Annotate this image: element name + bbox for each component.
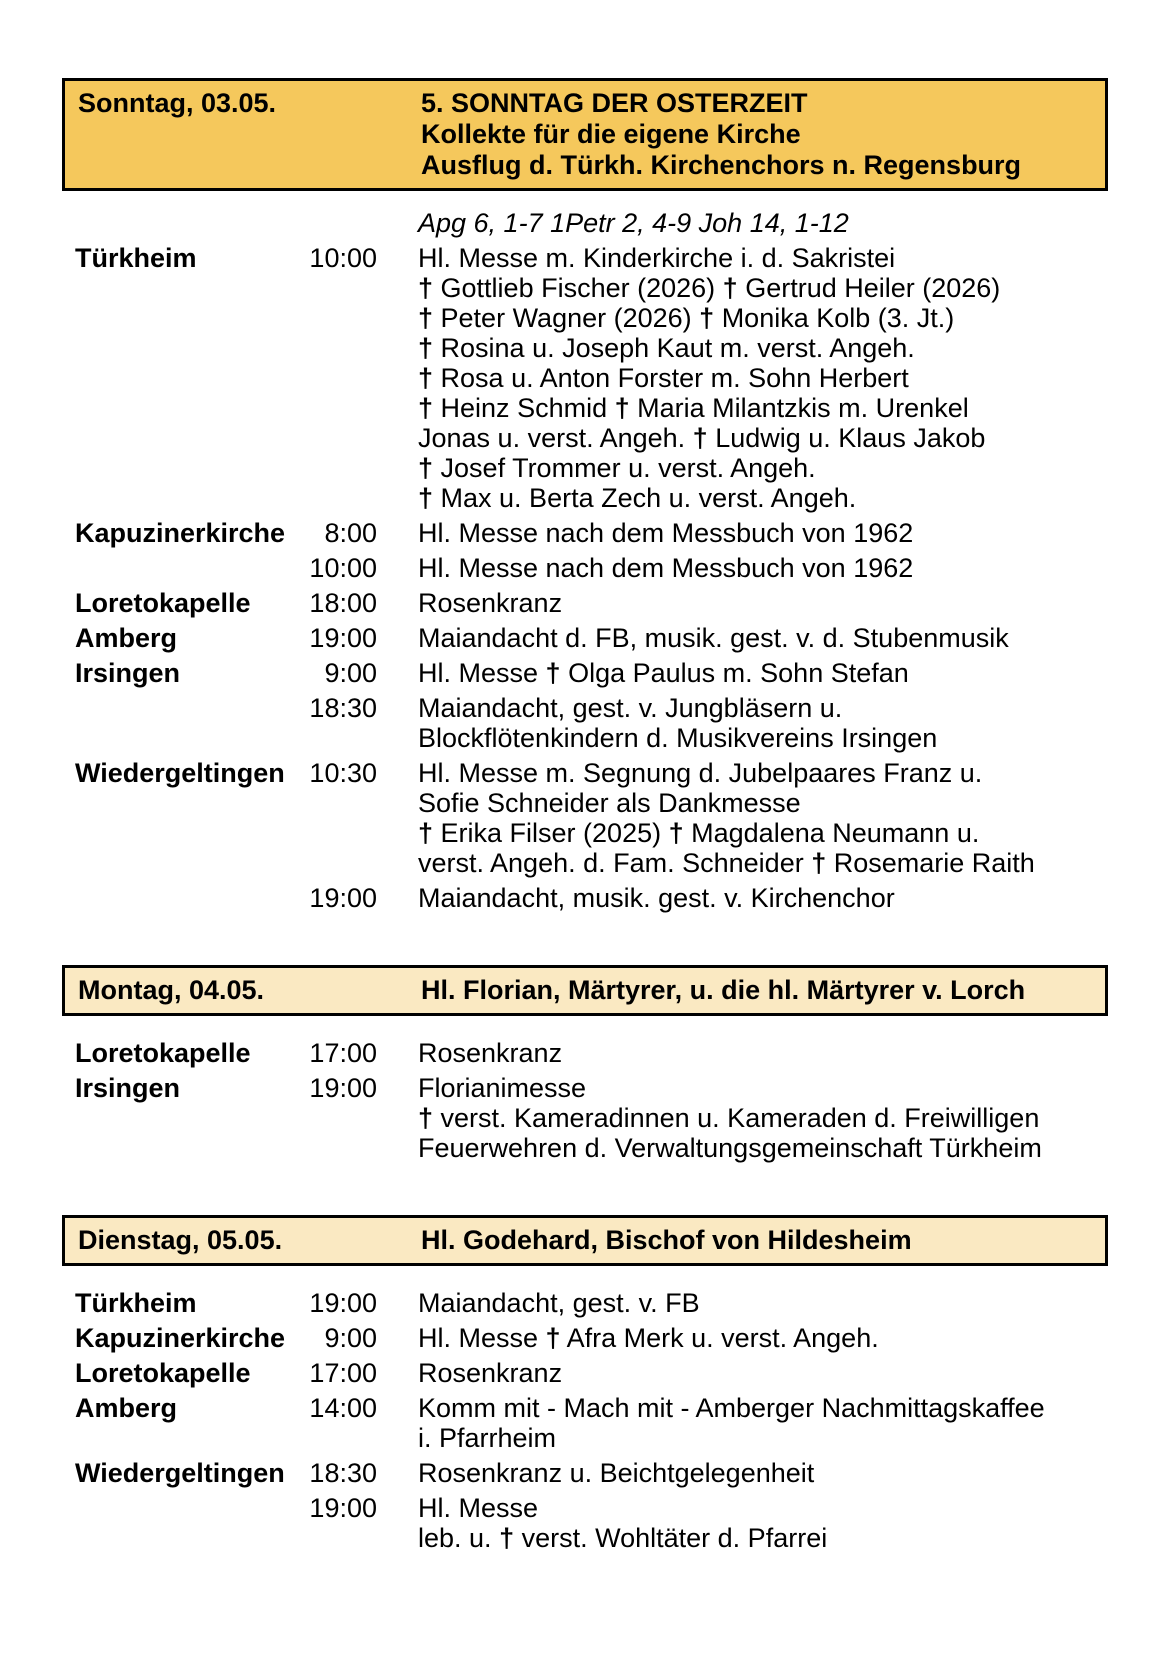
schedule-entry (62, 518, 1108, 548)
schedule-entry (62, 658, 1108, 688)
entry-description-line: † Josef Trommer u. verst. Angeh. (418, 453, 816, 483)
entry-description-line: † Peter Wagner (2026) † Monika Kolb (3. Jt.) (418, 303, 955, 333)
entry-time: 10:00 (309, 243, 377, 273)
schedule-entry (62, 1288, 1108, 1318)
day-body (62, 1266, 1108, 1605)
entry-time: 17:00 (309, 1358, 377, 1388)
day-header (62, 1215, 1108, 1266)
entry-description (418, 1073, 1108, 1163)
entry-description (418, 1358, 1108, 1388)
day-date: Sonntag, 03.05. (78, 88, 277, 118)
entry-description-line: † verst. Kameradinnen u. Kameraden d. Freiwilligen (418, 1103, 1040, 1133)
day-header (62, 78, 1108, 191)
cross-dagger-icon: † (722, 273, 738, 303)
entry-location: Loretokapelle (75, 1038, 251, 1068)
entry-description (418, 623, 1108, 653)
schedule-entry (62, 1073, 1108, 1163)
entry-time: 18:30 (309, 693, 377, 723)
entry-description-line: Maiandacht, musik. gest. v. Kirchenchor (418, 883, 895, 913)
schedule-entry (62, 1358, 1108, 1388)
entry-description-line: Maiandacht d. FB, musik. gest. v. d. Stubenmusik (418, 623, 1009, 653)
entry-description-line: Hl. Messe m. Kinderkirche i. d. Sakristei (418, 243, 896, 273)
cross-dagger-icon: † (699, 303, 715, 333)
entry-description-line: † Gottlieb Fischer (2026) † Gertrud Heiler (2026) (418, 273, 1001, 303)
entry-description-line: Rosenkranz u. Beichtgelegenheit (418, 1458, 815, 1488)
entry-time: 18:30 (309, 1458, 377, 1488)
entry-description-line: verst. Angeh. d. Fam. Schneider † Rosemarie Raith (418, 848, 1035, 878)
cross-dagger-icon: † (418, 1103, 434, 1133)
entry-description-line: † Rosa u. Anton Forster m. Sohn Herbert (418, 363, 909, 393)
cross-dagger-icon: † (418, 273, 434, 303)
entry-time: 19:00 (309, 1288, 377, 1318)
entry-location: Kapuzinerkirche (75, 1323, 286, 1353)
day-title-line: Ausflug d. Türkh. Kirchenchors n. Regensburg (421, 150, 1022, 180)
entry-description-line: i. Pfarrheim (418, 1423, 557, 1453)
entry-description-line: Hl. Messe (418, 1493, 539, 1523)
entry-time: 14:00 (309, 1393, 377, 1423)
entry-description-line: Hl. Messe † Olga Paulus m. Sohn Stefan (418, 658, 909, 688)
entry-location (75, 693, 307, 753)
entry-description-line: leb. u. † verst. Wohltäter d. Pfarrei (418, 1523, 828, 1553)
day-title-line: Hl. Florian, Märtyrer, u. die hl. Märtyrer v. Lorch (421, 975, 1026, 1005)
entry-location: Amberg (75, 623, 178, 653)
day-title (421, 88, 1095, 181)
entry-location: Loretokapelle (75, 1358, 251, 1388)
entry-time: 9:00 (324, 658, 377, 688)
day-title-line: Hl. Godehard, Bischof von Hildesheim (421, 1225, 912, 1255)
cross-dagger-icon: † (418, 483, 434, 513)
schedule-entry (62, 623, 1108, 653)
entry-description-line: † Max u. Berta Zech u. verst. Angeh. (418, 483, 857, 513)
entry-description-line: Sofie Schneider als Dankmesse (418, 788, 801, 818)
entry-description (418, 243, 1108, 513)
entry-description-line: Rosenkranz (418, 588, 563, 618)
day-date: Dienstag, 05.05. (78, 1225, 283, 1255)
schedule-entry (62, 1458, 1108, 1488)
entry-location (75, 1493, 307, 1553)
schedule-entry (62, 758, 1108, 878)
cross-dagger-icon: † (418, 303, 434, 333)
schedule-entry (62, 588, 1108, 618)
entry-description-line: Hl. Messe nach dem Messbuch von 1962 (418, 553, 914, 583)
cross-dagger-icon: † (614, 393, 630, 423)
entry-description-line: Maiandacht, gest. v. Jungbläsern u. (418, 693, 843, 723)
schedule-entry (62, 883, 1108, 913)
day-section-sonntag-03-05 (62, 78, 1108, 965)
schedule-entry (62, 243, 1108, 513)
entry-description (418, 518, 1108, 548)
entry-description (418, 553, 1108, 583)
cross-dagger-icon: † (668, 818, 684, 848)
entry-time: 19:00 (309, 1493, 377, 1523)
entry-description-line: Hl. Messe m. Segnung d. Jubelpaares Franz u. (418, 758, 983, 788)
day-section-montag-04-05 (62, 965, 1108, 1215)
entry-description-line: Komm mit - Mach mit - Amberger Nachmittagskaffee (418, 1393, 1045, 1423)
entry-location: Wiedergeltingen (75, 758, 285, 788)
entry-description (418, 1288, 1108, 1318)
entry-description-line: Rosenkranz (418, 1358, 563, 1388)
day-section-dienstag-05-05 (62, 1215, 1108, 1605)
entry-description (418, 1493, 1108, 1553)
entry-description-line: Florianimesse (418, 1073, 587, 1103)
entry-description (418, 588, 1108, 618)
entry-time: 9:00 (324, 1323, 377, 1353)
entry-location: Türkheim (75, 1288, 197, 1318)
scripture-reading: Apg 6, 1-7 1Petr 2, 4-9 Joh 14, 1-12 (418, 208, 849, 238)
day-title-line: Kollekte für die eigene Kirche (421, 119, 801, 149)
entry-description (418, 1038, 1108, 1068)
entry-description (418, 693, 1108, 753)
entry-time: 10:00 (309, 553, 377, 583)
entry-time: 8:00 (324, 518, 377, 548)
cross-dagger-icon: † (811, 848, 827, 878)
entry-description-line: † Heinz Schmid † Maria Milantzkis m. Urenkel (418, 393, 969, 423)
entry-location: Kapuzinerkirche (75, 518, 286, 548)
entry-description (418, 758, 1108, 878)
entry-description-line: Hl. Messe † Afra Merk u. verst. Angeh. (418, 1323, 879, 1353)
entry-description-line: Rosenkranz (418, 1038, 563, 1068)
schedule-entry (62, 1493, 1108, 1553)
entry-location: Türkheim (75, 243, 197, 273)
cross-dagger-icon: † (418, 333, 434, 363)
cross-dagger-icon: † (418, 363, 434, 393)
entry-location: Irsingen (75, 1073, 181, 1103)
day-title (421, 1225, 1095, 1256)
entry-location: Wiedergeltingen (75, 1458, 285, 1488)
entry-description (418, 658, 1108, 688)
schedule-entry (62, 1038, 1108, 1068)
cross-dagger-icon: † (545, 1323, 561, 1353)
entry-description-line: Maiandacht, gest. v. FB (418, 1288, 700, 1318)
cross-dagger-icon: † (499, 1523, 515, 1553)
day-body (62, 1016, 1108, 1215)
entry-location: Amberg (75, 1393, 178, 1423)
cross-dagger-icon: † (418, 453, 434, 483)
entry-description-line: † Erika Filser (2025) † Magdalena Neumann u. (418, 818, 980, 848)
day-title-line: 5. SONNTAG DER OSTERZEIT (421, 88, 808, 118)
day-date: Montag, 04.05. (78, 975, 265, 1005)
entry-description-line: Feuerwehren d. Verwaltungsgemeinschaft Türkheim (418, 1133, 1042, 1163)
day-body (62, 191, 1108, 965)
schedule-entry (62, 693, 1108, 753)
entry-description (418, 883, 1108, 913)
entry-location: Irsingen (75, 658, 181, 688)
entry-location: Loretokapelle (75, 588, 251, 618)
entry-description-line: Hl. Messe nach dem Messbuch von 1962 (418, 518, 914, 548)
entry-time: 19:00 (309, 883, 377, 913)
day-title (421, 975, 1095, 1006)
entry-description (418, 1458, 1108, 1488)
entry-description (418, 1393, 1108, 1453)
cross-dagger-icon: † (692, 423, 708, 453)
day-header (62, 965, 1108, 1016)
schedule-entry (62, 553, 1108, 583)
entry-time: 19:00 (309, 623, 377, 653)
entry-location (75, 883, 307, 913)
entry-location (75, 553, 307, 583)
cross-dagger-icon: † (545, 658, 561, 688)
entry-time: 19:00 (309, 1073, 377, 1103)
entry-description-line: † Rosina u. Joseph Kaut m. verst. Angeh. (418, 333, 915, 363)
schedule-entry (62, 1393, 1108, 1453)
cross-dagger-icon: † (418, 393, 434, 423)
entry-description (418, 1323, 1108, 1353)
entry-description-line: Jonas u. verst. Angeh. † Ludwig u. Klaus Jakob (418, 423, 986, 453)
entry-time: 17:00 (309, 1038, 377, 1068)
entry-time: 10:30 (309, 758, 377, 788)
cross-dagger-icon: † (418, 818, 434, 848)
schedule-entry (62, 1323, 1108, 1353)
entry-description-line: Blockflötenkindern d. Musikvereins Irsingen (418, 723, 938, 753)
entry-time: 18:00 (309, 588, 377, 618)
